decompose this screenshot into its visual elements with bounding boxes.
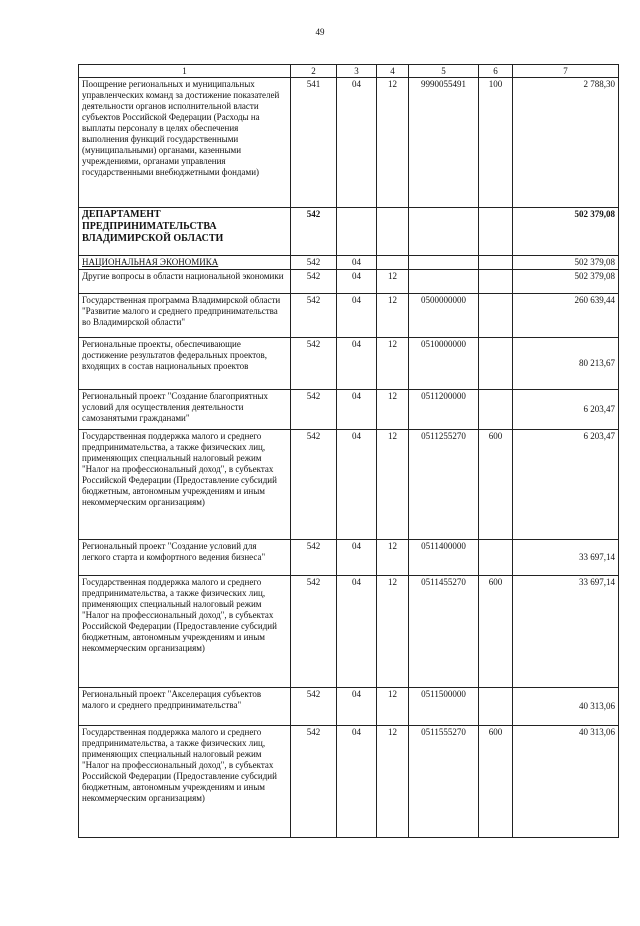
row-rz [337,208,377,256]
row-ved: 542 [291,576,337,688]
table-row [79,256,619,270]
table-row [79,430,619,540]
row-sum: 33 697,14 [513,540,619,576]
row-sum: 502 379,08 [513,256,619,270]
row-pr: 12 [377,78,409,208]
row-pr: 12 [377,294,409,338]
column-header-1: 1 [79,65,291,78]
table-row [79,294,619,338]
row-name: Государственная поддержка малого и среднего предпринимательства, а также физических лиц, применяющих специальный налоговый режим "Налог на профессиональный доход", в субъектах Российской Федерации (Предоставление субсидий бюджетным, автономным учреждениям и иным некоммерческим организациям) [79,576,291,688]
row-ved: 542 [291,390,337,430]
column-header-7: 7 [513,65,619,78]
row-pr: 12 [377,338,409,390]
row-csr [409,256,479,270]
row-ved: 542 [291,338,337,390]
row-name: Государственная поддержка малого и среднего предпринимательства, а также физических лиц, применяющих специальный налоговый режим "Налог на профессиональный доход", в субъектах Российской Федерации (Предоставление субсидий бюджетным, автономным учреждениям и иным некоммерческим организациям) [79,430,291,540]
row-ved: 541 [291,78,337,208]
row-pr [377,256,409,270]
row-ved: 542 [291,208,337,256]
row-ved: 542 [291,688,337,726]
row-name: Региональные проекты, обеспечивающие достижение результатов федеральных проектов, входящих в состав национальных проектов [79,338,291,390]
row-rz: 04 [337,256,377,270]
row-sum: 260 639,44 [513,294,619,338]
row-vr [479,270,513,294]
row-pr: 12 [377,390,409,430]
row-pr: 12 [377,430,409,540]
row-rz: 04 [337,540,377,576]
row-rz: 04 [337,270,377,294]
row-sum: 2 788,30 [513,78,619,208]
row-ved: 542 [291,726,337,838]
row-name: Региональный проект "Создание условий для легкого старта и комфортного ведения бизнеса" [79,540,291,576]
row-rz: 04 [337,430,377,540]
table-row [79,390,619,430]
row-vr [479,208,513,256]
column-header-3: 3 [337,65,377,78]
row-name [79,256,291,270]
table-row [79,338,619,390]
row-sum: 6 203,47 [513,430,619,540]
table-row [79,576,619,688]
row-csr: 0511200000 [409,390,479,430]
row-rz: 04 [337,576,377,688]
row-sum: 502 379,08 [513,208,619,256]
row-rz: 04 [337,338,377,390]
row-pr: 12 [377,688,409,726]
row-name: Региональный проект "Акселерация субъектов малого и среднего предпринимательства" [79,688,291,726]
row-csr [409,270,479,294]
row-sum: 40 313,06 [513,688,619,726]
row-vr: 600 [479,430,513,540]
row-sum: 502 379,08 [513,270,619,294]
row-ved: 542 [291,294,337,338]
row-pr: 12 [377,270,409,294]
row-csr: 0511555270 [409,726,479,838]
row-pr [377,208,409,256]
page-number: 49 [315,27,325,37]
row-ved: 542 [291,270,337,294]
column-header-4: 4 [377,65,409,78]
row-vr [479,338,513,390]
column-header-6: 6 [479,65,513,78]
row-rz: 04 [337,294,377,338]
row-rz: 04 [337,688,377,726]
row-csr: 0511400000 [409,540,479,576]
table-row [79,688,619,726]
row-name: Государственная поддержка малого и среднего предпринимательства, а также физических лиц, применяющих специальный налоговый режим "Налог на профессиональный доход", в субъектах Российской Федерации (Предоставление субсидий бюджетным, автономным учреждениям и иным некоммерческим организациям) [79,726,291,838]
row-vr [479,294,513,338]
row-rz: 04 [337,726,377,838]
row-vr [479,688,513,726]
row-pr: 12 [377,540,409,576]
row-pr: 12 [377,726,409,838]
row-sum: 40 313,06 [513,726,619,838]
row-ved: 542 [291,540,337,576]
row-csr: 0511255270 [409,430,479,540]
row-vr [479,390,513,430]
row-csr [409,208,479,256]
row-vr [479,256,513,270]
row-csr: 0510000000 [409,338,479,390]
row-vr: 600 [479,576,513,688]
column-header-5: 5 [409,65,479,78]
row-sum: 80 213,67 [513,338,619,390]
row-csr: 0500000000 [409,294,479,338]
table-row [79,726,619,838]
row-name: ДЕПАРТАМЕНТ ПРЕДПРИНИМАТЕЛЬСТВА ВЛАДИМИРСКОЙ ОБЛАСТИ [79,208,291,256]
row-name: Поощрение региональных и муниципальных управленческих команд за достижение показателей деятельности органов исполнительной власти субъектов Российской Федерации (Расходы на выплаты персоналу в целях обеспечения выполнения функций государственными (муниципальными) органами, казенными учреждениями, органами управления государственными внебюджетными фондами) [79,78,291,208]
row-pr: 12 [377,576,409,688]
row-name: Другие вопросы в области национальной экономики [79,270,291,294]
table-row [79,270,619,294]
row-ved: 542 [291,430,337,540]
row-name-text: НАЦИОНАЛЬНАЯ ЭКОНОМИКА [82,257,219,267]
row-vr: 100 [479,78,513,208]
row-name: Государственная программа Владимирской области "Развитие малого и среднего предпринимательства во Владимирской области" [79,294,291,338]
budget-table [78,64,619,838]
row-name: Региональный проект "Создание благоприятных условий для осуществления деятельности самозанятыми гражданами" [79,390,291,430]
column-number-row [79,65,619,78]
table-row [79,208,619,256]
table-row [79,78,619,208]
row-csr: 0511500000 [409,688,479,726]
table-row [79,540,619,576]
row-rz: 04 [337,78,377,208]
row-vr: 600 [479,726,513,838]
row-sum: 6 203,47 [513,390,619,430]
row-rz: 04 [337,390,377,430]
row-csr: 0511455270 [409,576,479,688]
column-header-2: 2 [291,65,337,78]
row-ved: 542 [291,256,337,270]
row-vr [479,540,513,576]
row-csr: 9990055491 [409,78,479,208]
row-sum: 33 697,14 [513,576,619,688]
